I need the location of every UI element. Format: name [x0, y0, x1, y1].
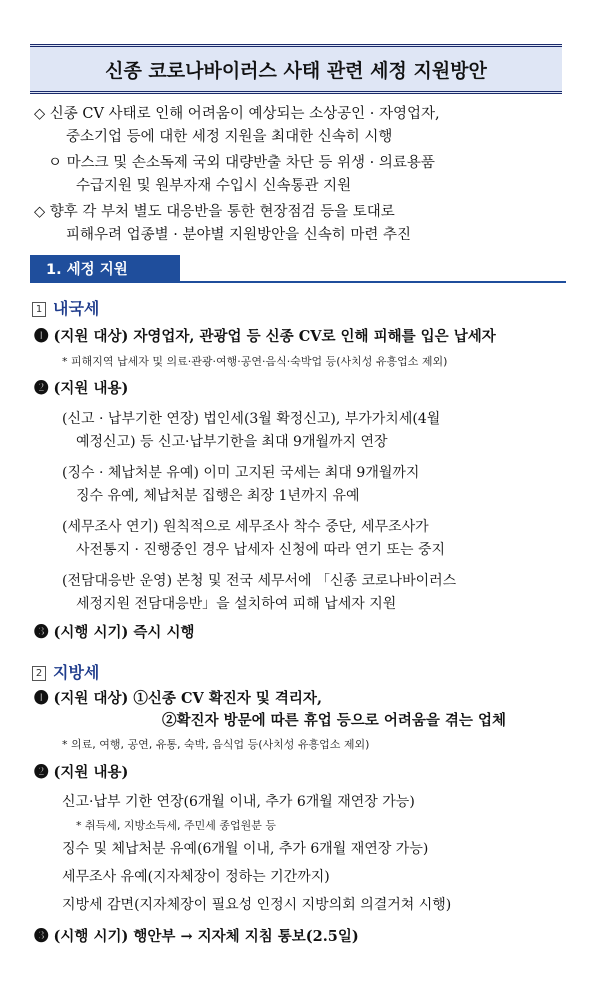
local-bullet-4: 지방세 감면(지자체장이 필요성 인정시 지방의회 의결거쳐 시행): [62, 897, 452, 913]
section-header: [30, 255, 180, 282]
subsection-number: 2: [32, 666, 46, 681]
local-content-head: ❷ (지원 내용): [34, 764, 129, 781]
summary-line-1b: 중소기업 등에 대한 세정 지원을 최대한 신속히 시행: [66, 129, 393, 145]
national-bullet-3b: 사전통지 · 진행중인 경우 납세자 신청에 따라 연기 또는 중지: [76, 542, 446, 558]
section-divider: [30, 281, 566, 283]
national-bullet-1a: (신고 · 납부기한 연장) 법인세(3월 확정신고), 부가가치세(4월: [62, 411, 441, 427]
local-timing: ❸ (시행 시기) 행안부 → 지자체 지침 통보(2.5일): [34, 928, 359, 945]
summary-line-2b: 수급지원 및 원부자재 수입시 신속통관 지원: [76, 178, 352, 194]
national-bullet-2a: (징수 · 체납처분 유예) 이미 고지된 국세는 최대 9개월까지: [62, 465, 420, 481]
subsection-title: 내국세: [53, 299, 100, 318]
national-timing: ❸ (시행 시기) 즉시 시행: [34, 624, 195, 641]
national-bullet-2b: 징수 유예, 체납처분 집행은 최장 1년까지 유예: [76, 488, 360, 504]
national-bullet-4a: (전담대응반 운영) 본청 및 전국 세무서에 「신종 코로나바이러스: [62, 573, 457, 589]
subsection-number: 1: [32, 302, 46, 317]
local-target-note: * 의료, 여행, 공연, 유통, 숙박, 음식업 등(사치성 유흥업소 제외): [62, 738, 370, 751]
national-bullet-3a: (세무조사 연기) 원칙적으로 세무조사 착수 중단, 세무조사가: [62, 519, 429, 535]
local-bullet-2: 징수 및 체납처분 유예(6개월 이내, 추가 6개월 재연장 가능): [62, 841, 429, 857]
subsection-local: [32, 660, 99, 683]
section-title: 1. 세정 지원: [46, 262, 128, 278]
title-box: [30, 44, 562, 94]
subsection-national: [32, 296, 99, 319]
summary-line-3a: ◇ 향후 각 부처 별도 대응반을 통한 현장점검 등을 토대로: [34, 204, 395, 220]
national-target: ❶ (지원 대상) 자영업자, 관광업 등 신종 CV로 인해 피해를 입은 납세자: [34, 328, 496, 345]
local-bullet-1: 신고·납부 기한 연장(6개월 이내, 추가 6개월 재연장 가능): [62, 794, 415, 810]
national-target-note: * 피해지역 납세자 및 의료·관광·여행·공연·음식·숙박업 등(사치성 유흥업소 제외): [62, 355, 448, 368]
national-bullet-1b: 예정신고) 등 신고·납부기한을 최대 9개월까지 연장: [76, 434, 388, 450]
page-title: 신종 코로나바이러스 사태 관련 세정 지원방안: [105, 59, 487, 82]
national-content-head: ❷ (지원 내용): [34, 380, 129, 397]
subsection-title: 지방세: [53, 663, 100, 682]
local-bullet-1-note: * 취득세, 지방소득세, 주민세 종업원분 등: [76, 819, 276, 832]
local-bullet-3: 세무조사 유예(지자체장이 정하는 기간까지): [62, 869, 330, 885]
summary-line-2a: ㅇ 마스크 및 손소독제 국외 대량반출 차단 등 위생 · 의료용품: [48, 155, 435, 171]
national-bullet-4b: 세정지원 전담대응반」을 설치하여 피해 납세자 지원: [76, 596, 397, 612]
local-target-b: ②확진자 방문에 따른 휴업 등으로 어려움을 겪는 업체: [162, 712, 506, 729]
summary-line-1a: ◇ 신종 CV 사태로 인해 어려움이 예상되는 소상공인 · 자영업자,: [34, 106, 440, 122]
local-target-a: ❶ (지원 대상) ①신종 CV 확진자 및 격리자,: [34, 690, 322, 707]
summary-line-3b: 피해우려 업종별 · 분야별 지원방안을 신속히 마련 추진: [66, 227, 412, 243]
